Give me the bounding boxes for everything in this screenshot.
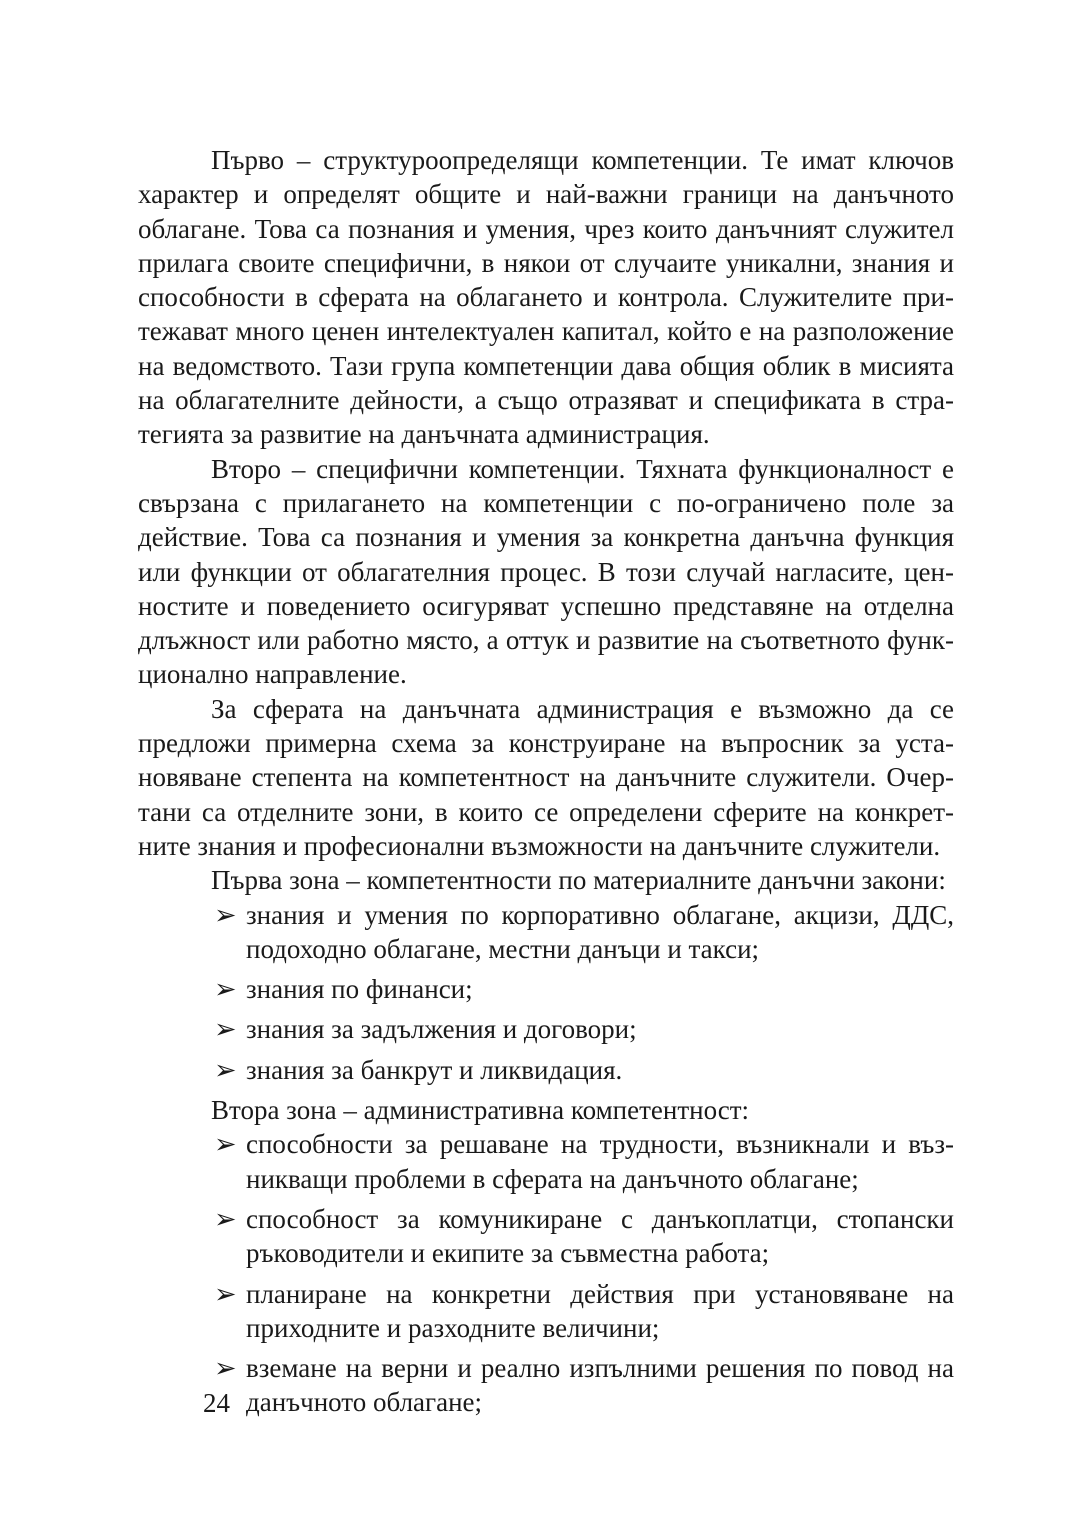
list-item [214,1277,954,1346]
list-item-text: знания по финанси; [246,974,473,1005]
arrowhead-bullet-icon: ➢ [214,1278,237,1309]
arrowhead-bullet-icon: ➢ [214,1129,237,1160]
list-item-text: знания за задължения и договори; [246,1014,637,1045]
list-item-text: вземане на верни и реално изпълними решения по повод на данъчното облагане; [246,1353,954,1418]
arrowhead-bullet-icon: ➢ [214,1054,237,1085]
list-item [214,1012,954,1046]
paragraph-structural-competencies: Първо – структуроопределящи компетенции. Те имат ключов характер и определят общите и най-важни граници на данъчното облагане. Това са познания и умения, чрез които данъчният служител прилага своите специфични, в някои от случаите уникални, знания и способности в сферата на облагането и контрола. Служителите притежават много ценен интелектуален капитал, който е на разположение на ведомството. Тази група компетенции дава общия облик в мисията на облагателните дейности, а също отразяват и спецификата в стратегията за развитие на данъчната администрация. [138,145,954,450]
list-item-text: знания и умения по корпоративно облагане, акцизи, ДДС, подоходно облагане, местни данъци и такси; [246,899,954,964]
zone-list-second [138,1127,954,1419]
list-item [214,898,954,967]
zone-heading-first: Първа зона – компетентности по материалните данъчни закони: [211,865,946,896]
list-item [214,1202,954,1271]
arrowhead-bullet-icon: ➢ [214,899,237,930]
page-number: 24 [203,1388,230,1418]
list-item-text: способност за комуникиране с данъкоплатци, стопански ръководители и екипите за съвместна работа; [246,1203,954,1269]
paragraph-questionnaire-scheme: За сферата на данъчната администрация е възможно да се предложи примерна схема за конструиране на въпросник за установяване степента на компетентност на данъчните служители. Очертани са отделните зони, в които се определени сферите на конкретните знания и професионални възможности на данъчните служители. [138,693,954,861]
paragraph-specific-competencies: Второ – специфични компетенции. Тяхната функционалност е свързана с прилагането на компетенции с по-ограничено поле за действие. Това са познания и умения за конкретна данъчна функция или функции от облагателния процес. В този случай нагласите, ценностите и поведението осигуряват успешно представяне на отделна длъжност или работно място, а оттук и развитие на съответното функционално направление. [138,453,954,690]
list-item-text: знания за банкрут и ликвидация. [246,1054,623,1085]
arrowhead-bullet-icon: ➢ [214,974,237,1005]
list-item [214,1053,954,1087]
list-item-text: планиране на конкретни действия при установяване на приходните и разходните величини; [246,1278,954,1343]
zone-heading-second: Втора зона – административна компетентност: [211,1095,750,1126]
zone-list-first [138,898,954,1087]
page-body [138,143,954,1426]
list-item [214,972,954,1006]
arrowhead-bullet-icon: ➢ [214,1203,237,1234]
list-item [214,1127,954,1196]
arrowhead-bullet-icon: ➢ [214,1014,237,1045]
list-item-text: способности за решаване на трудности, възникнали и възникващи проблеми в сферата на данъчното облагане; [246,1129,954,1194]
arrowhead-bullet-icon: ➢ [214,1353,237,1384]
